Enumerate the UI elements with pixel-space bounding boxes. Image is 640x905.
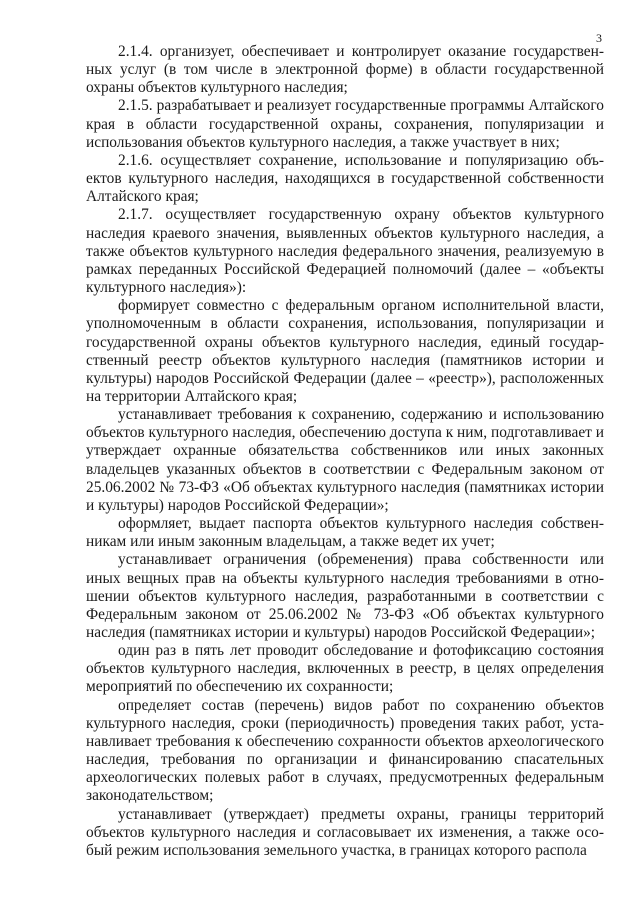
paragraph-sets-restrictions: устанавливает ограничения (обременения) права собственности или иных вещных прав на объекты культурного наследия требованиями в отношении объектов культурного наследия, разработанными в соответствии с Федеральным законом от 25.06.2002 № 73-ФЗ «Об объектах культурного наследия (памятниках истории и культуры) народов Российской Федерации»; (86, 551, 604, 641)
paragraph-issues-passports: оформляет, выдает паспорта объектов культурного наследия собственникам или иным законным владельцам, а также ведет их учет; (86, 515, 604, 551)
paragraph-forms-registry: формирует совместно с федеральным органом исполнительной власти, уполномоченным в области сохранения, использования, популяризации и государственной охраны объектов культурного наследия, единый государственный реестр объектов культурного наследия (памятников истории и культуры) народов Российской Федерации (далее – «реестр»), расположенных на территории Алтайского края; (86, 297, 604, 405)
paragraph-2-1-5: 2.1.5. разрабатывает и реализует государственные программы Алтайского края в области государственной охраны, сохранения, популяризации и использования объектов культурного наследия, а также участвует в них; (86, 97, 604, 151)
page-number: 3 (596, 31, 602, 45)
paragraph-2-1-4: 2.1.4. организует, обеспечивает и контролирует оказание государственных услуг (в том числе в электронной форме) в области государственной охраны объектов культурного наследия; (86, 43, 604, 97)
document-body (86, 43, 604, 860)
paragraph-2-1-6: 2.1.6. осуществляет сохранение, использование и популяризацию объектов культурного наследия, находящихся в государственной собственности Алтайского края; (86, 151, 604, 206)
paragraph-defines-works: определяет состав (перечень) видов работ по сохранению объектов культурного наследия, сроки (периодичность) проведения таких работ, устанавливает требования к обеспечению сохранности объектов археологического наследия, требования по организации и финансированию спасательных археологических полевых работ в случаях, предусмотренных федеральным законодательством; (86, 696, 604, 805)
paragraph-sets-requirements: устанавливает требования к сохранению, содержанию и использованию объектов культурного наследия, обеспечению доступа к ним, подготавливает и утверждает охранные обязательства собственников или иных законных владельцев указанных объектов в соответствии с Федеральным законом от 25.06.2002 № 73-ФЗ «Об объектах культурного наследия (памятниках истории и культуры) народов Российской Федерации»; (86, 406, 604, 514)
paragraph-sets-protection-subjects: устанавливает (утверждает) предметы охраны, границы территорий объектов культурного наследия и согласовывает их изменения, а также особый режим использования земельного участка, в границах которого распола (86, 805, 604, 859)
paragraph-2-1-7: 2.1.7. осуществляет государственную охрану объектов культурного наследия краевого значения, выявленных объектов культурного наследия, а также объектов культурного наследия федерального значения, реализуемую в рамках переданных Российской Федерацией полномочий (далее – «объекты культурного наследия»): (86, 206, 604, 297)
paragraph-survey-every-five-years: один раз в пять лет проводит обследование и фотофиксацию состояния объектов культурного наследия, включенных в реестр, в целях определения мероприятий по обеспечению их сохранности; (86, 642, 604, 696)
